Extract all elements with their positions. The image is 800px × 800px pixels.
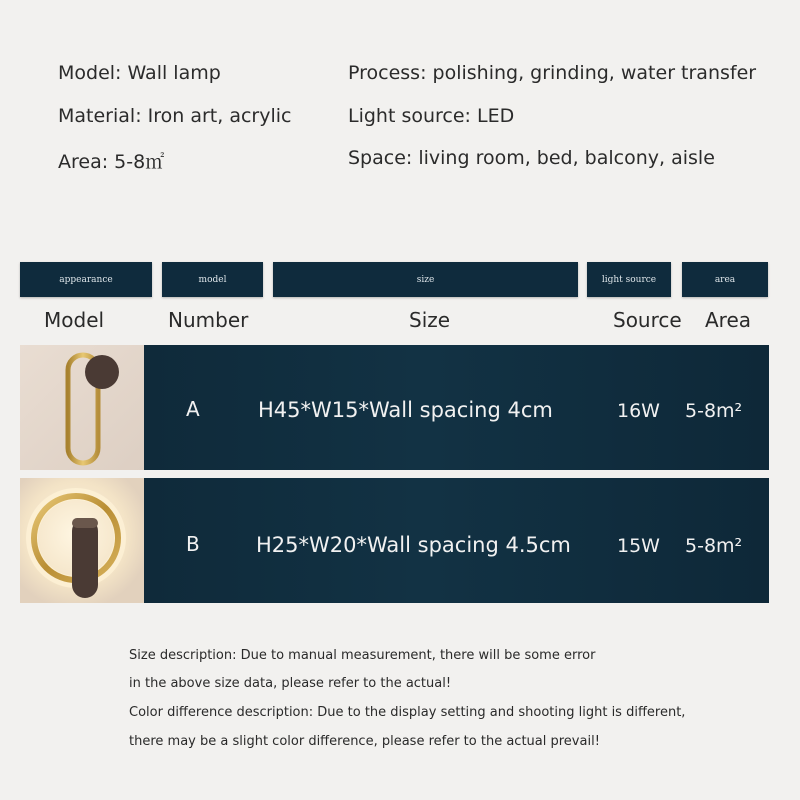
header-tab-appearance: appearance <box>20 262 152 297</box>
row-area: 5-8m² <box>685 400 743 422</box>
row-number: A <box>186 397 200 421</box>
row-size: H45*W15*Wall spacing 4cm <box>258 398 553 422</box>
row-source: 16W <box>617 400 660 422</box>
table-row <box>20 345 769 470</box>
spec-model: Model: Wall lamp <box>58 62 221 84</box>
header-tab-model: model <box>162 262 263 297</box>
spec-light-source: Light source: LED <box>348 105 515 127</box>
column-source: Source <box>613 308 682 332</box>
note-line: there may be a slight color difference, please refer to the actual prevail! <box>129 734 600 749</box>
column-number: Number <box>168 308 249 332</box>
spec-process: Process: polishing, grinding, water transfer <box>348 62 757 84</box>
spec-area: Area: 5-8㎡ <box>58 151 165 173</box>
note-line: in the above size data, please refer to the actual! <box>129 676 452 691</box>
note-line: Color difference description: Due to the display setting and shooting light is different, <box>129 705 686 720</box>
row-source: 15W <box>617 535 660 557</box>
column-model: Model <box>44 308 105 332</box>
spec-space: Space: living room, bed, balcony, aisle <box>348 147 715 169</box>
note-line: Size description: Due to manual measurement, there will be some error <box>129 648 596 663</box>
row-area: 5-8m² <box>685 535 743 557</box>
spec-material: Material: Iron art, acrylic <box>58 105 292 127</box>
table-row <box>20 478 769 603</box>
header-tab-size: size <box>273 262 578 297</box>
lamp-b-image <box>20 478 144 603</box>
column-area: Area <box>705 308 752 332</box>
lamp-a-image <box>20 345 144 470</box>
row-number: B <box>186 532 200 556</box>
row-size: H25*W20*Wall spacing 4.5cm <box>256 533 571 557</box>
column-size: Size <box>409 308 451 332</box>
header-tab-area: area <box>682 262 768 297</box>
header-tab-light-source: light source <box>587 262 671 297</box>
